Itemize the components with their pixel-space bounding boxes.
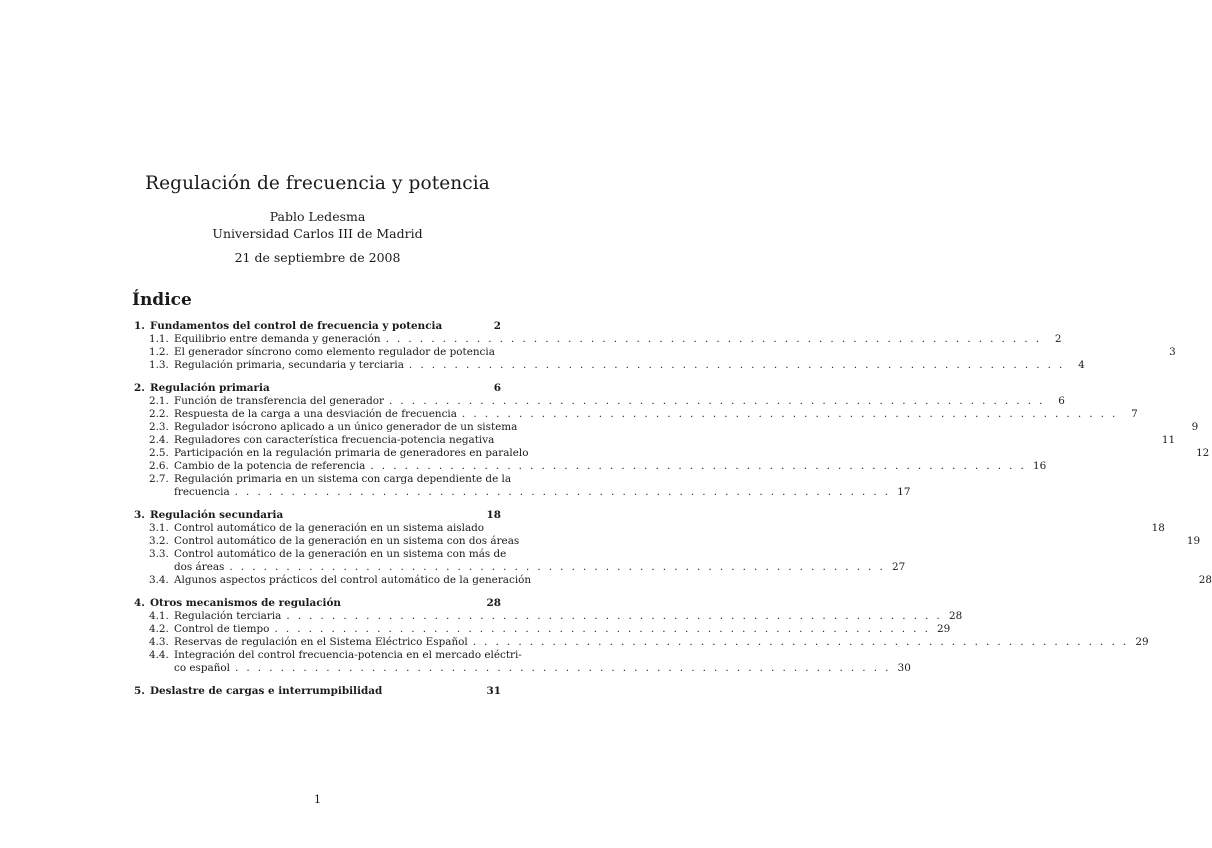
document-date: 21 de septiembre de 2008: [234, 250, 401, 265]
toc-subsection-title: Reservas de regulación en el Sistema Eléctrico Español: [174, 636, 468, 648]
toc-leader-dots: . . . . . . . . . . . . . . . . . . . . . . . . . . . . . . . . . . . . . . . . . . . . . . . . . . . . . . . . . .: [461, 408, 1118, 420]
toc-subsection-title-continued: co español: [174, 662, 230, 674]
toc-subsection-4-1[interactable]: [134, 610, 963, 623]
toc-subsection-number: 2.5.: [149, 447, 169, 459]
toc-heading: Índice: [132, 290, 192, 310]
toc-section-gap: [134, 372, 501, 382]
toc-subsection-page: 12: [1196, 447, 1210, 459]
toc-subsection-number: 3.3.: [149, 548, 169, 560]
toc-subsection-title-continued: dos áreas: [174, 561, 225, 573]
toc-subsection-2-6[interactable]: [134, 460, 1047, 473]
toc-subsection-title: Equilibrio entre demanda y generación: [174, 333, 381, 345]
toc-subsection-title: Regulación terciaria: [174, 610, 282, 622]
toc-subsection-page: 27: [892, 561, 906, 573]
toc-section-2[interactable]: [134, 382, 501, 395]
toc-subsection-page: 3: [1169, 346, 1176, 358]
toc-subsection-2-1[interactable]: [134, 395, 1065, 408]
toc-subsection-number: 3.1.: [149, 522, 169, 534]
toc-subsection-page: 18: [1151, 522, 1165, 534]
toc-subsection-number: 4.3.: [149, 636, 169, 648]
toc-subsection-title: Integración del control frecuencia-potencia en el mercado eléctri-: [174, 649, 522, 661]
toc-subsection-title: El generador síncrono como elemento regulador de potencia: [174, 346, 495, 358]
toc-subsection-4-3[interactable]: [134, 636, 1149, 649]
toc-subsection-3-3[interactable]: [134, 548, 906, 574]
toc-section-gap: [134, 675, 501, 685]
toc-subsection-title: Participación en la regulación primaria de generadores en paralelo: [174, 447, 529, 459]
toc-subsection-page: 29: [937, 623, 951, 635]
toc-subsection-number: 2.6.: [149, 460, 169, 472]
toc-subsection-number: 4.4.: [149, 649, 169, 661]
toc-subsection-4-4[interactable]: [134, 649, 911, 675]
toc-section-page: 2: [493, 320, 501, 332]
toc-subsection-page: 9: [1191, 421, 1199, 433]
toc-leader-dots: . . . . . . . . . . . . . . . . . . . . . . . . . . . . . . . . . . . . . . . . . . . . . . . . . . . . . . . . . .: [274, 623, 931, 635]
toc-subsection-3-2[interactable]: [134, 535, 1201, 548]
toc-section-number: 3.: [134, 509, 145, 521]
toc-subsection-number: 4.1.: [149, 610, 169, 622]
toc-section-5[interactable]: [134, 685, 501, 698]
toc-section-title: Fundamentos del control de frecuencia y potencia: [150, 320, 443, 332]
toc-section-page: 31: [486, 685, 501, 697]
toc-subsection-2-7[interactable]: [134, 473, 911, 499]
toc-section-number: 5.: [134, 685, 145, 697]
toc-leader-dots: . . . . . . . . . . . . . . . . . . . . . . . . . . . . . . . . . . . . . . . . . . . . . . . . . . . . . . . . . .: [408, 359, 1065, 371]
toc-section-number: 4.: [134, 597, 145, 609]
toc-subsection-page: 11: [1161, 434, 1176, 446]
toc-section-title: Regulación primaria: [150, 382, 270, 394]
toc-subsection-number: 2.2.: [149, 408, 169, 420]
toc-subsection-page: 19: [1186, 535, 1201, 547]
document-title: Regulación de frecuencia y potencia: [145, 173, 490, 194]
toc-subsection-number: 1.2.: [149, 346, 169, 358]
toc-subsection-page: 17: [897, 486, 911, 498]
toc-leader-dots: . . . . . . . . . . . . . . . . . . . . . . . . . . . . . . . . . . . . . . . . . . . . . . . . . . . . . . . . . .: [385, 333, 1042, 345]
toc-subsection-2-4[interactable]: [134, 434, 1176, 447]
toc-section-title: Otros mecanismos de regulación: [150, 597, 341, 609]
toc-leader-dots: . . . . . . . . . . . . . . . . . . . . . . . . . . . . . . . . . . . . . . . . . . . . . . . . . . . . . . . . . .: [234, 662, 891, 674]
toc-leader-dots: . . . . . . . . . . . . . . . . . . . . . . . . . . . . . . . . . . . . . . . . . . . . . . . . . . . . . . . . . .: [472, 636, 1129, 648]
toc-subsection-page: 2: [1054, 333, 1062, 345]
toc-subsection-number: 1.3.: [149, 359, 169, 371]
toc-subsection-title: Algunos aspectos prácticos del control automático de la generación: [174, 574, 532, 586]
toc-subsection-number: 1.1.: [149, 333, 169, 345]
toc-section-number: 1.: [134, 320, 145, 332]
toc-leader-dots: . . . . . . . . . . . . . . . . . . . . . . . . . . . . . . . . . . . . . . . . . . . . . . . . . . . . . . . . . .: [229, 561, 886, 573]
toc-subsection-number: 2.7.: [149, 473, 169, 485]
table-of-contents: [134, 320, 1212, 698]
author-block: [0, 208, 635, 242]
toc-subsection-number: 2.3.: [149, 421, 169, 433]
toc-section-page: 6: [493, 382, 501, 394]
toc-subsection-page: 30: [897, 662, 911, 674]
toc-subsection-title: Control automático de la generación en un sistema con dos áreas: [174, 535, 520, 547]
toc-subsection-title-continued: frecuencia: [174, 486, 230, 498]
toc-subsection-number: 3.2.: [149, 535, 169, 547]
toc-subsection-2-2[interactable]: [134, 408, 1138, 421]
toc-subsection-title: Control automático de la generación en un sistema aislado: [174, 522, 485, 534]
toc-section-3[interactable]: [134, 509, 501, 522]
toc-subsection-title: Función de transferencia del generador: [174, 395, 384, 407]
toc-subsection-1-2[interactable]: [134, 346, 1176, 359]
toc-subsection-page: 29: [1135, 636, 1149, 648]
toc-subsection-4-2[interactable]: [134, 623, 951, 636]
toc-subsection-number: 2.4.: [149, 434, 169, 446]
toc-section-title: Deslastre de cargas e interrumpibilidad: [150, 685, 383, 697]
toc-subsection-page: 28: [948, 610, 963, 622]
toc-subsection-title: Regulador isócrono aplicado a un único generador de un sistema: [174, 421, 518, 433]
toc-subsection-1-3[interactable]: [134, 359, 1085, 372]
toc-subsection-number: 2.1.: [149, 395, 169, 407]
toc-subsection-page: 16: [1033, 460, 1047, 472]
toc-subsection-title: Cambio de la potencia de referencia: [174, 460, 366, 472]
toc-leader-dots: . . . . . . . . . . . . . . . . . . . . . . . . . . . . . . . . . . . . . . . . . . . . . . . . . . . . . . . . . .: [286, 610, 943, 622]
page-number: 1: [314, 793, 321, 806]
toc-subsection-page: 4: [1078, 359, 1085, 371]
toc-section-gap: [134, 499, 501, 509]
toc-subsection-page: 28: [1198, 574, 1212, 586]
toc-leader-dots: . . . . . . . . . . . . . . . . . . . . . . . . . . . . . . . . . . . . . . . . . . . . . . . . . . . . . . . . . .: [389, 395, 1045, 407]
toc-subsection-number: 4.2.: [149, 623, 169, 635]
toc-subsection-2-5[interactable]: [134, 447, 1210, 460]
author-name: Pablo Ledesma: [269, 209, 366, 224]
toc-section-page: 18: [486, 509, 501, 521]
toc-subsection-3-1[interactable]: [134, 522, 1165, 535]
toc-section-number: 2.: [134, 382, 145, 394]
toc-section-1[interactable]: [134, 320, 501, 333]
author-affiliation: Universidad Carlos III de Madrid: [212, 226, 423, 241]
toc-subsection-title: Reguladores con característica frecuencia-potencia negativa: [174, 434, 495, 446]
toc-leader-dots: . . . . . . . . . . . . . . . . . . . . . . . . . . . . . . . . . . . . . . . . . . . . . . . . . . . . . . . . . .: [234, 486, 891, 498]
toc-subsection-title: Regulación primaria, secundaria y terciaria: [174, 359, 404, 371]
toc-subsection-title: Respuesta de la carga a una desviación de frecuencia: [174, 408, 457, 420]
toc-subsection-number: 3.4.: [149, 574, 169, 586]
toc-subsection-title: Control automático de la generación en un sistema con más de: [174, 548, 507, 560]
toc-section-title: Regulación secundaria: [150, 509, 284, 521]
toc-subsection-1-1[interactable]: [134, 333, 1062, 346]
toc-section-page: 28: [486, 597, 501, 609]
toc-section-gap: [134, 587, 501, 597]
toc-subsection-page: 7: [1131, 408, 1138, 420]
toc-leader-dots: . . . . . . . . . . . . . . . . . . . . . . . . . . . . . . . . . . . . . . . . . . . . . . . . . . . . . . . . . .: [370, 460, 1027, 472]
toc-subsection-title: Regulación primaria en un sistema con carga dependiente de la: [174, 473, 512, 485]
toc-section-4[interactable]: [134, 597, 501, 610]
toc-subsection-page: 6: [1058, 395, 1065, 407]
toc-subsection-3-4[interactable]: [134, 574, 1212, 587]
toc-subsection-title: Control de tiempo: [174, 623, 270, 635]
toc-subsection-2-3[interactable]: [134, 421, 1199, 434]
